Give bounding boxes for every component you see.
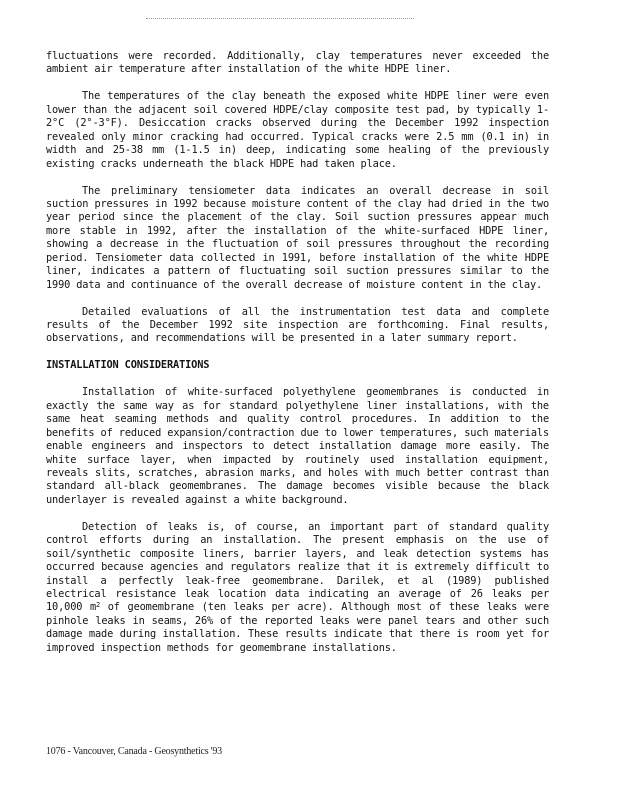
superscript-squared: 2 [96, 601, 101, 610]
paragraph-continuation: fluctuations were recorded. Additionally, clay temperatures never exceeded the ambient air temperature after installation of the white HDPE liner. [46, 50, 549, 76]
paragraph-leak-detection [46, 521, 549, 656]
paragraph-tensiometer-data: The preliminary tensiometer data indicates an overall decrease in soil suction pressures in 1992 because moisture content of the clay had dried in the two year period since the placement of the clay. Soil suction pressures appear much more stable in 1992, after the installation of the white-surfaced HDPE liner, showing a decrease in the fluctuation of soil pressures throughout the recording period. Tensiometer data collected in 1991, before installation of the white HDPE liner, indicates a pattern of fluctuating soil suction pressures similar to the 1990 data and continuance of the overall decrease of moisture content in the clay. [46, 184, 549, 291]
header-rule [146, 18, 414, 21]
section-heading-installation: INSTALLATION CONSIDERATIONS [46, 359, 210, 372]
leak-text-part-2: of geomembrane (ten leaks per acre). Although most of these leaks were pinhole leaks in seams, 26% of the reported leaks were panel tears and other such damage made during installation. These results indicate that there is room yet for improved inspection methods for geomembrane installations. [46, 601, 549, 654]
body-text [46, 50, 549, 669]
paragraph-installation: Installation of white-surfaced polyethylene geomembranes is conducted in exactly the same way as for standard polyethylene liner installations, with the same heat seaming methods and quality control procedures. In addition to the benefits of reduced expansion/contraction due to lower temperatures, such materials enable engineers and inspectors to detect installation damage more easily. The white surface layer, when impacted by routinely used installation equipment, reveals slits, scratches, abrasion marks, and holes with much better contrast than standard all-black geomembranes. The damage becomes visible because the black underlayer is revealed against a white background. [46, 386, 549, 506]
leak-text-part-1: Detection of leaks is, of course, an important part of standard quality control efforts during an installation. The present emphasis on the use of soil/synthetic composite liners, barrier layers, and leak detection systems has occurred because agencies and regulators realize that it is extremely difficult to install a perfectly leak-free geomembrane. Darilek, et al (1989) published electrical resistance leak location data indicating an average of 26 leaks per 10,000 m [46, 520, 549, 614]
paragraph-clay-temperatures: The temperatures of the clay beneath the exposed white HDPE liner were even lower than the adjacent soil covered HDPE/clay composite test pad, by typically 1-2°C (2°-3°F). Desiccation cracks observed during the December 1992 inspection revealed only minor cracking had occurred. Typical cracks were 2.5 mm (0.1 in) in width and 25-38 mm (1-1.5 in) deep, indicating some healing of the previously existing cracks underneath the black HDPE had taken place. [46, 90, 549, 170]
paragraph-detailed-evaluations: Detailed evaluations of all the instrumentation test data and complete results of the December 1992 site inspection are forthcoming. Final results, observations, and recommendations will be presented in a later summary report. [46, 305, 549, 345]
page-footer: 1076 - Vancouver, Canada - Geosynthetics '93 [46, 746, 222, 757]
